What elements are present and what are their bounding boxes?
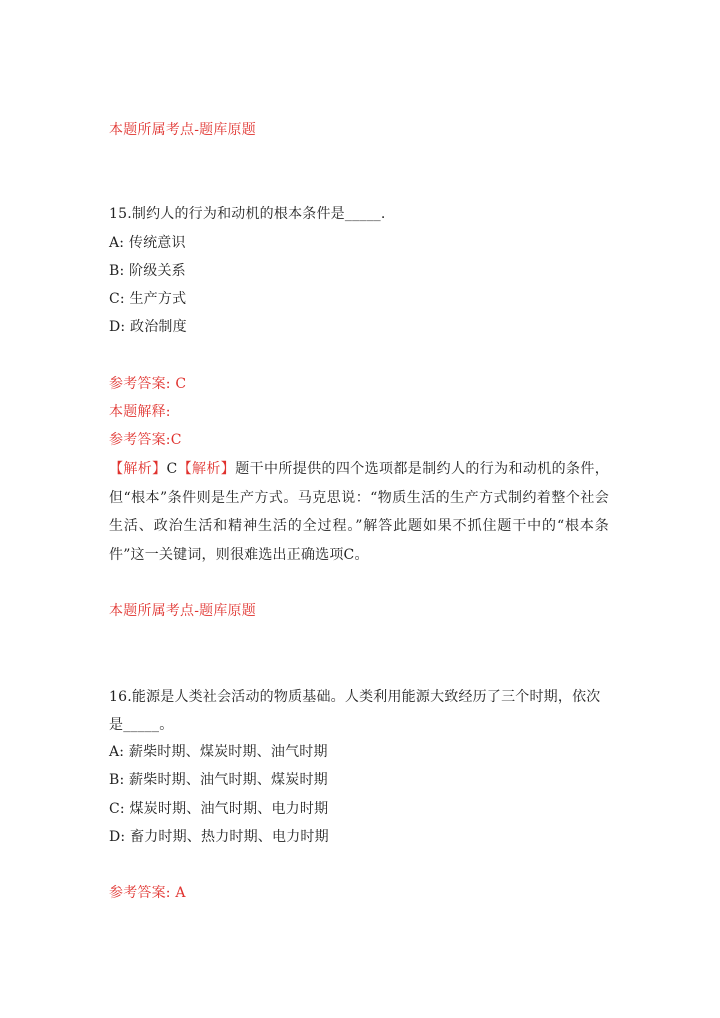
- question-16-answer: 参考答案: A: [109, 885, 186, 901]
- source-label-2: 本题所属考点-题库原题: [109, 603, 256, 619]
- analysis-tag-1: 【解析】: [109, 461, 167, 477]
- question-15-explain-label: 本题解释:: [109, 404, 171, 420]
- question-15-option-a: A: 传统意识: [109, 235, 186, 251]
- analysis-tag-2: 【解析】: [177, 461, 236, 477]
- question-15-analysis: [109, 455, 609, 569]
- question-16-stem-line-2: 是_____。: [109, 717, 174, 733]
- question-16-option-d: D: 畜力时期、热力时期、电力时期: [109, 829, 329, 845]
- source-label-1: 本题所属考点-题库原题: [109, 122, 256, 138]
- analysis-text: 题干中所提供的四个选项都是制约人的行为和动机的条件，但“根本”条件则是生产方式。马克思说：“物质生活的生产方式制约着整个社会生活、政治生活和精神生活的全过程。”解答此题如果不抓住题干中的“根本条件”这一关键词，则很难选出正确选项C。: [109, 461, 609, 563]
- question-15-stem: 15.制约人的行为和动机的根本条件是_____.: [109, 206, 386, 222]
- question-15-answer-repeat: 参考答案:C: [109, 432, 182, 448]
- question-16-stem-line-1: 16.能源是人类社会活动的物质基础。人类利用能源大致经历了三个时期，依次: [109, 689, 601, 705]
- question-15-option-c: C: 生产方式: [109, 291, 187, 307]
- question-16-option-b: B: 薪柴时期、油气时期、煤炭时期: [109, 772, 328, 788]
- question-16-option-c: C: 煤炭时期、油气时期、电力时期: [109, 801, 329, 817]
- question-15-option-d: D: 政治制度: [109, 319, 187, 335]
- question-16-option-a: A: 薪柴时期、煤炭时期、油气时期: [109, 744, 328, 760]
- analysis-mid: C: [166, 461, 178, 477]
- question-15-answer: 参考答案: C: [109, 376, 187, 392]
- question-15-option-b: B: 阶级关系: [109, 263, 186, 279]
